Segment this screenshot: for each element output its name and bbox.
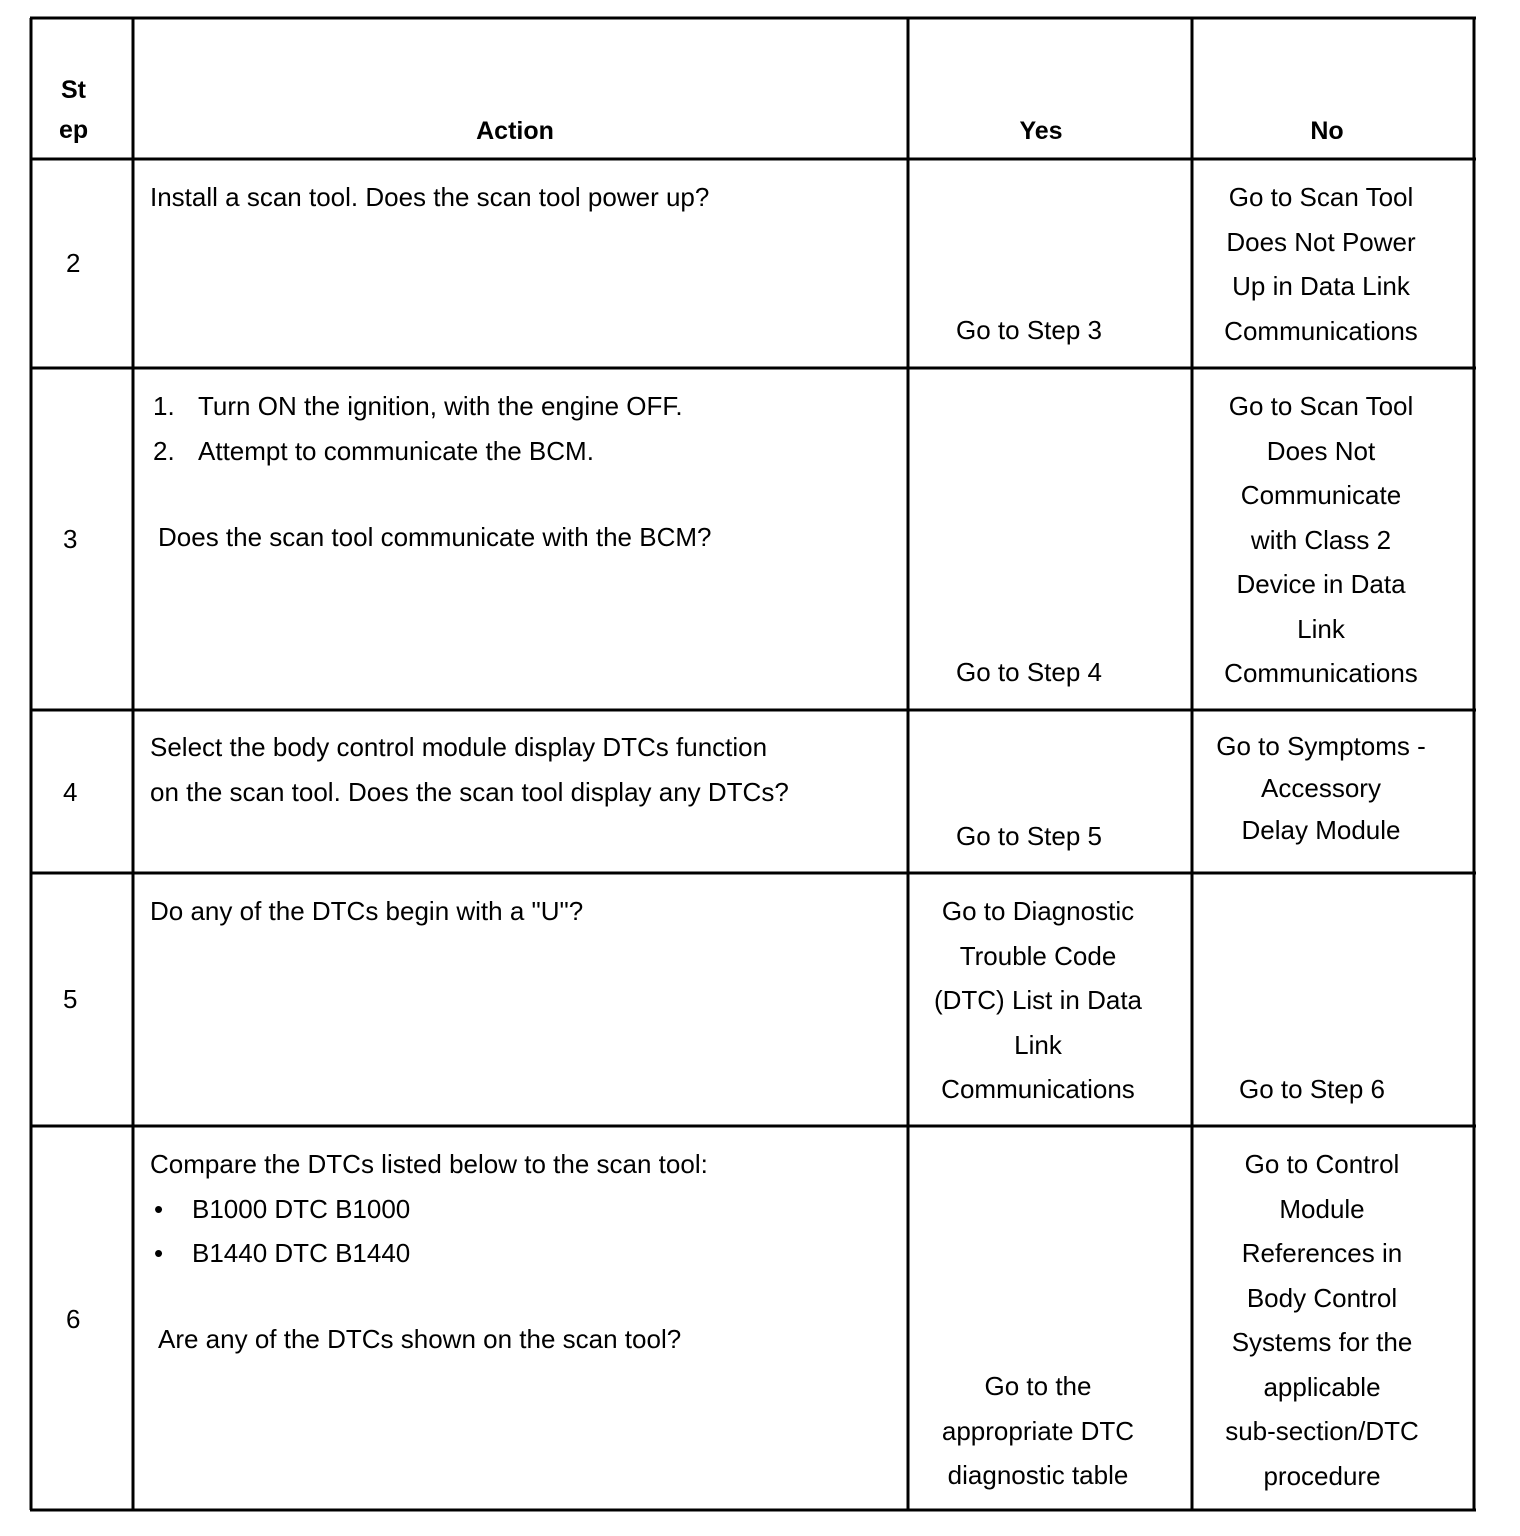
header-no: No xyxy=(1310,117,1344,145)
no-line: Go to Scan Tool xyxy=(1228,391,1414,421)
yes-cell xyxy=(956,308,1102,353)
yes-line: diagnostic table xyxy=(947,1460,1129,1490)
no-line: Go to Step 6 xyxy=(1239,1074,1385,1104)
yes-line: Go to Step 4 xyxy=(956,657,1102,687)
yes-cell xyxy=(956,650,1102,695)
action-cell xyxy=(153,384,893,473)
action-text: Install a scan tool. Does the scan tool power up? xyxy=(150,182,710,212)
no-line: Delay Module xyxy=(1241,815,1401,845)
no-line: Module xyxy=(1279,1193,1365,1224)
action-cell xyxy=(150,1142,900,1276)
no-line: Does Not xyxy=(1266,435,1376,466)
list-text: Attempt to communicate the BCM. xyxy=(198,435,594,466)
bullet-mark: • xyxy=(154,1238,164,1268)
action-intro: Compare the DTCs listed below to the scan tool: xyxy=(150,1149,708,1179)
yes-line: Link xyxy=(1014,1029,1062,1060)
header-action: Action xyxy=(476,117,554,145)
yes-cell xyxy=(956,814,1102,859)
numbered-list-item xyxy=(153,384,893,429)
list-number: 1. xyxy=(153,391,175,421)
no-line: Body Control xyxy=(1246,1282,1398,1313)
no-line: sub-section/DTC xyxy=(1225,1416,1419,1446)
step-number: 2 xyxy=(66,248,81,278)
no-line: Go to Symptoms - xyxy=(1216,731,1426,761)
no-cell xyxy=(1196,384,1446,696)
header-step-line: ep xyxy=(59,116,89,144)
yes-line: Go to Step 5 xyxy=(956,821,1102,851)
no-line: Accessory xyxy=(1261,773,1381,803)
numbered-list-item xyxy=(153,429,893,474)
header-step-line: St xyxy=(61,76,86,104)
yes-line: (DTC) List in Data xyxy=(933,985,1143,1015)
no-line: procedure xyxy=(1263,1460,1381,1491)
yes-line: Go to the xyxy=(984,1371,1092,1401)
bullet-text: B1000 DTC B1000 xyxy=(192,1193,411,1224)
header-yes: Yes xyxy=(1019,117,1063,145)
list-number: 2. xyxy=(153,435,175,466)
no-line: References in xyxy=(1241,1238,1403,1268)
yes-line: appropriate DTC xyxy=(941,1415,1135,1446)
yes-cell xyxy=(912,1364,1164,1498)
step-number: 4 xyxy=(63,777,78,807)
yes-line: Communications xyxy=(941,1074,1135,1104)
action-line: on the scan tool. Does the scan tool display any DTCs? xyxy=(150,776,789,807)
no-line: Communications xyxy=(1224,658,1418,688)
no-line: Communicate xyxy=(1240,480,1402,510)
bullet-list-item xyxy=(150,1231,900,1276)
no-line: Link xyxy=(1297,613,1345,644)
no-line: Go to Control xyxy=(1244,1149,1400,1179)
no-line: Communications xyxy=(1224,315,1418,346)
bullet-mark: • xyxy=(154,1193,164,1224)
action-cell xyxy=(150,725,789,814)
no-line: with Class 2 xyxy=(1250,524,1392,555)
action-text: Do any of the DTCs begin with a "U"? xyxy=(150,896,584,926)
no-line: Go to Scan Tool xyxy=(1228,182,1414,212)
no-cell xyxy=(1196,175,1446,353)
no-cell xyxy=(1239,1067,1385,1112)
no-line: applicable xyxy=(1263,1371,1381,1402)
no-line: Up in Data Link xyxy=(1232,271,1410,301)
no-line: Device in Data xyxy=(1236,569,1406,599)
no-cell xyxy=(1196,725,1446,851)
no-cell xyxy=(1196,1142,1448,1498)
action-question: Are any of the DTCs shown on the scan tool? xyxy=(158,1324,682,1354)
header-step xyxy=(35,70,115,150)
no-line: Systems for the xyxy=(1231,1327,1413,1357)
action-line: Select the body control module display DTCs function xyxy=(150,732,768,762)
yes-line: Go to Step 3 xyxy=(956,315,1102,345)
no-line: Does Not Power xyxy=(1226,226,1416,257)
list-text: Turn ON the ignition, with the engine OFF. xyxy=(198,391,683,421)
step-number: 3 xyxy=(63,524,78,554)
yes-line: Go to Diagnostic xyxy=(941,896,1135,926)
yes-line: Trouble Code xyxy=(959,940,1117,971)
yes-cell xyxy=(912,889,1164,1112)
action-question: Does the scan tool communicate with the BCM? xyxy=(158,522,712,552)
bullet-list-item xyxy=(150,1187,900,1232)
bullet-text: B1440 DTC B1440 xyxy=(192,1238,411,1268)
step-number: 6 xyxy=(66,1304,81,1334)
step-number: 5 xyxy=(63,984,78,1014)
